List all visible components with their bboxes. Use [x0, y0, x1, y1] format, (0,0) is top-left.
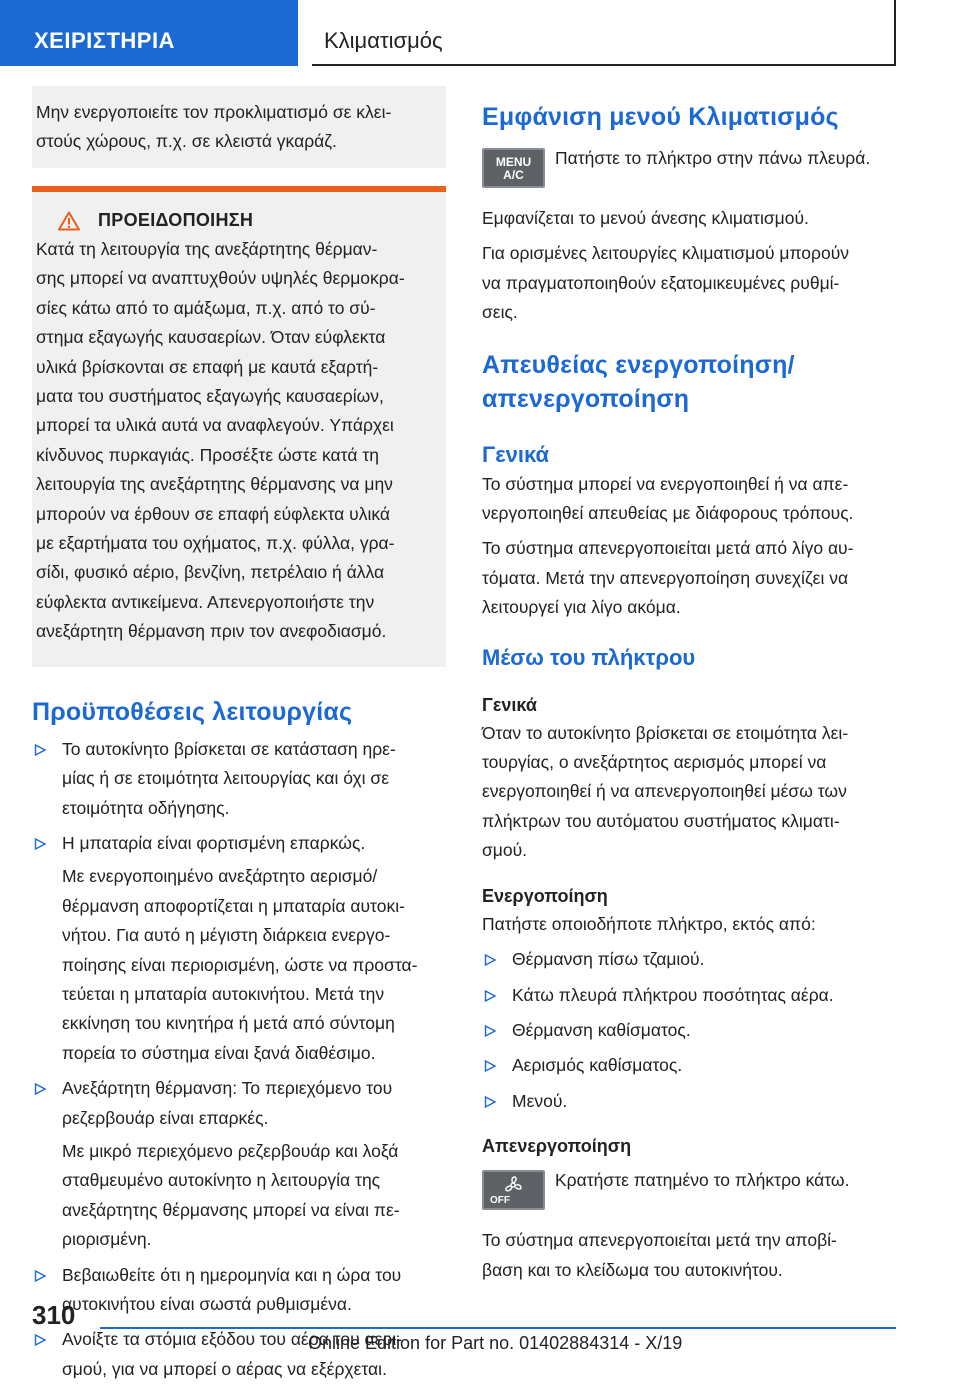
- fan-off-key-icon: [482, 1170, 545, 1210]
- triangle-bullet-icon: [34, 838, 46, 850]
- note-box: [32, 86, 446, 168]
- footer-divider: [100, 1327, 896, 1329]
- triangle-bullet-icon: [34, 1334, 46, 1346]
- prerequisites-list: [32, 735, 446, 1384]
- list-item: Ανεξάρτητη θέρμανση: Το περιεχόμενο του ρεζερβουάρ είναι επαρκές. Με μικρό περιεχόμενο ρεζερβουάρ και λοξά σταθμευμένο αυτοκίνητο η λειτουργία της ανεξάρτητης θέρμανσης μπορεί να είναι πε- ριορισμένη.: [32, 1074, 446, 1254]
- sub-general-text: Όταν το αυτοκίνητο βρίσκεται σε ετοιμότητα λει- τουργίας, ο ανεξάρτητος αερισμός μπορεί να ενεργοποιηθεί ή να απενεργοποιηθεί μέσω των πλήκτρων του αυτόματου συστήματος κλιματι- σμού.: [482, 722, 849, 861]
- list-item: Το αυτοκίνητο βρίσκεται σε κατάσταση ηρε- μίας ή σε ετοιμότητα λειτουργίας και όχι σε ετοιμότητα οδήγησης.: [32, 735, 446, 823]
- fan-icon: [502, 1175, 524, 1195]
- list-item: Κάτω πλευρά πλήκτρου ποσότητας αέρα.: [482, 981, 896, 1010]
- list-item: Θέρμανση πίσω τζαμιού.: [482, 945, 896, 974]
- off-label: OFF: [490, 1195, 510, 1207]
- triangle-bullet-icon: [484, 1096, 496, 1108]
- triangle-bullet-icon: [34, 1083, 46, 1095]
- list-item: Η μπαταρία είναι φορτισμένη επαρκώς. Με ενεργοποιημένο ανεξάρτητο αερισμό/ θέρμανση αποφορτίζεται η μπαταρία αυτοκι- νήτου. Για αυτό η μέγιστη διάρκεια ενεργο- ποίησης είναι περιορισμένη, ώστε να προστα- τεύεται η μπαταρία αυτοκινήτου. Μετά την εκκίνηση του κινητήρα ή μετά από σύντομη πορεία το σύστημα είναι ξανά διαθέσιμο.: [32, 829, 446, 1068]
- activation-heading: Ενεργοποίηση: [482, 885, 608, 906]
- menu-ac-key-icon: MENU A/C: [482, 148, 545, 188]
- general-text-1: Το σύστημα μπορεί να ενεργοποιηθεί ή να απε- νεργοποιηθεί απευθείας με διάφορους τρόπους.: [482, 473, 854, 524]
- note-text: Μην ενεργοποιείτε τον προκλιματισμό σε κλει- στούς χώρους, π.χ. σε κλειστά γκαράζ.: [36, 102, 392, 151]
- deactivation-instruction: [482, 1170, 896, 1210]
- via-key-heading: Μέσω του πλήκτρου: [482, 644, 696, 670]
- section-title: ΧΕΙΡΙΣΤΗΡΙΑ: [34, 28, 175, 53]
- general-heading: Γενικά: [482, 441, 550, 467]
- sub-general-heading: Γενικά: [482, 694, 537, 715]
- warning-box: [32, 186, 446, 667]
- activation-exceptions-list: [482, 945, 896, 1116]
- triangle-bullet-icon: [34, 744, 46, 756]
- page-number: 310: [32, 1300, 76, 1330]
- menu-note-text: Για ορισμένες λειτουργίες κλιματισμού μπορούν να πραγματοποιηθούν εξατομικευμένες ρυθμί- σεις.: [482, 243, 850, 323]
- list-item: Αερισμός καθίσματος.: [482, 1051, 896, 1080]
- triangle-bullet-icon: [484, 990, 496, 1002]
- menu-heading: Εμφάνιση μενού Κλιματισμός: [482, 103, 839, 131]
- menu-press-text: Πατήστε το πλήκτρο στην πάνω πλευρά.: [555, 148, 871, 168]
- direct-heading: Απευθείας ενεργοποίηση/ απενεργοποίηση: [482, 350, 795, 413]
- edition-text: Online Edition for Part no. 01402884314 - X/19: [308, 1333, 683, 1353]
- list-item: Βεβαιωθείτε ότι η ημερομηνία και η ώρα του αυτοκινήτου είναι σωστά ρυθμισμένα.: [32, 1261, 446, 1320]
- general-text-2: Το σύστημα απενεργοποιείται μετά από λίγο αυ- τόματα. Μετά την απενεργοποίηση συνεχίζει να λειτουργεί για λίγο ακόμα.: [482, 538, 854, 618]
- warning-title: ΠΡΟΕΙΔΟΠΟΙΗΣΗ: [98, 210, 254, 230]
- list-item: Ανοίξτε τα στόμια εξόδου του αέρα του αερι- σμού, για να μπορεί ο αέρας να εξέρχεται.: [32, 1325, 446, 1384]
- prerequisites-heading: Προϋποθέσεις λειτουργίας: [32, 697, 353, 726]
- chapter-header: [312, 0, 896, 66]
- activation-text: Πατήστε οποιοδήποτε πλήκτρο, εκτός από:: [482, 913, 816, 934]
- left-column: [32, 86, 446, 1384]
- triangle-bullet-icon: [484, 954, 496, 966]
- list-item: Μενού.: [482, 1087, 896, 1116]
- triangle-bullet-icon: [484, 1060, 496, 1072]
- menu-shows-text: Εμφανίζεται το μενού άνεσης κλιματισμού.: [482, 208, 809, 228]
- list-item: Θέρμανση καθίσματος.: [482, 1016, 896, 1045]
- deactivation-heading: Απενεργοποίηση: [482, 1136, 632, 1157]
- triangle-bullet-icon: [484, 1025, 496, 1037]
- deactivation-press-text: Κρατήστε πατημένο το πλήκτρο κάτω.: [555, 1170, 850, 1191]
- right-column: [482, 100, 896, 1285]
- section-tab: [0, 0, 298, 66]
- chapter-title: Κλιματισμός: [324, 28, 443, 53]
- triangle-bullet-icon: [34, 1270, 46, 1282]
- deactivation-text: Το σύστημα απενεργοποιείται μετά την αποβί- βαση και το κλείδωμα του αυτοκινήτου.: [482, 1230, 837, 1280]
- warning-triangle-icon: [58, 211, 80, 231]
- menu-instruction: [482, 148, 896, 188]
- warning-text: Κατά τη λειτουργία της ανεξάρτητης θέρμαν- σης μπορεί να αναπτυχθούν υψηλές θερμοκρα- σίες κάτω από το αμάξωμα, π.χ. από το σύ- στημα εξαγωγής καυσαερίων. Όταν εύφλεκτα υλικά βρίσκονται σε επαφή με καυτά εξαρτή- ματα του συστήματος εξαγωγής καυσαερίων, μπορεί τα υλικά αυτά να αναφλεγούν. Υπάρχει κίνδυνος πυρκαγιάς. Προσέξτε ώστε κατά τη λειτουργία της ανεξάρτητης θέρμανσης να μην μπορούν να έρθουν σε επαφή εύφλεκτα υλικά με εξαρτήματα του οχήματος, π.χ. φύλλα, γρα- σίδι, φυσικό αέριο, βενζίνη, πετρέλαιο ή άλλα εύφλεκτα αντικείμενα. Απενεργοποιήστε την ανεξάρτητη θέρμανση πριν τον ανεφοδιασμό.: [36, 239, 405, 642]
